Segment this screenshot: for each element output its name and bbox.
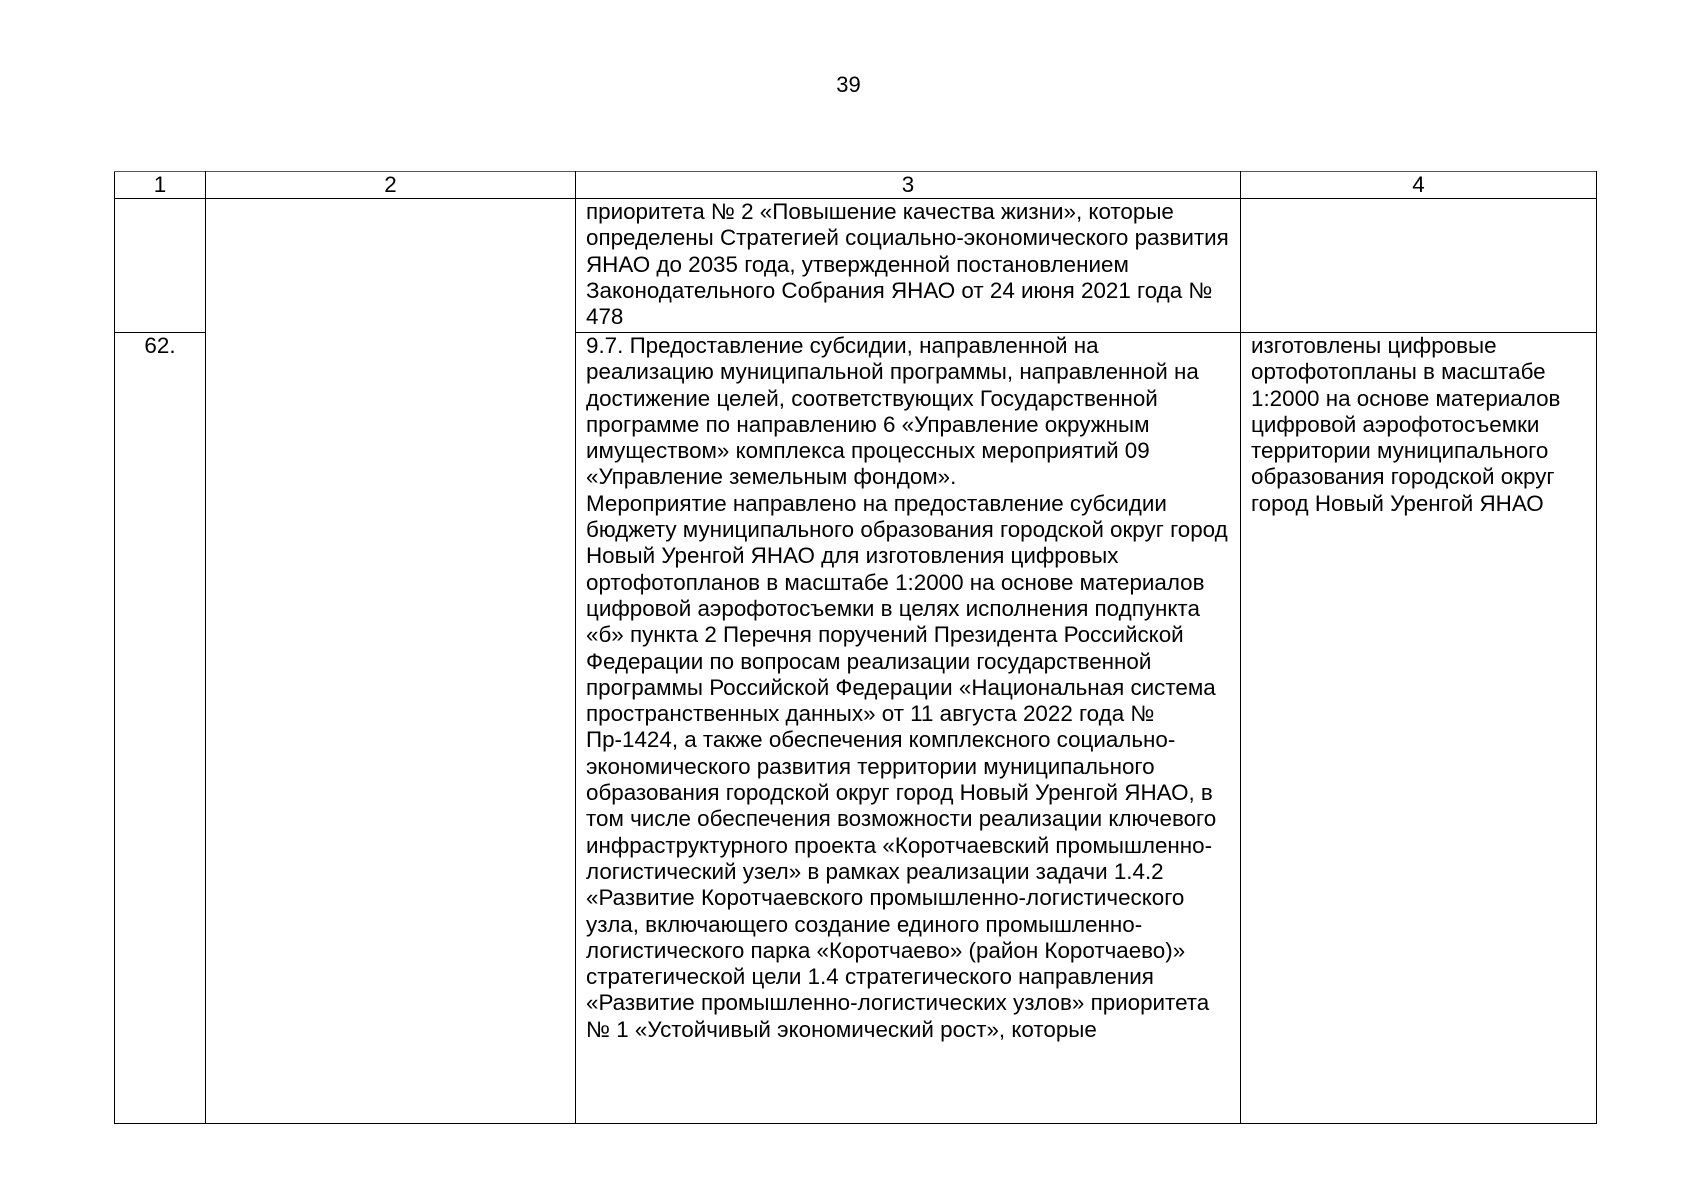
column-header-3: 3 (576, 172, 1241, 199)
row-62-result-cell (1241, 333, 1597, 1124)
continuation-result-cell (1241, 199, 1597, 333)
continuation-description-text: приоритета № 2 «Повышение качества жизни», которые определены Стратегией социально-экономического развития ЯНАО до 2035 года, утвержденной постановлением Законодательного Собрания ЯНАО от 24 июня 2021 года № 478 (586, 199, 1229, 330)
row-62-description-paragraph-1: 9.7. Предоставление субсидии, направленной на реализацию муниципальной программы, направленной на достижение целей, соответствующих Государственной программе по направлению 6 «Управление окружным имуществом» комплекса процессных мероприятий 09 «Управление земельным фондом». (586, 333, 1199, 490)
row-number-cell (115, 199, 206, 333)
column-header-2: 2 (206, 172, 576, 199)
row-62-description-cell (576, 333, 1241, 1124)
continuation-description-cell (576, 199, 1241, 333)
column-header-1: 1 (115, 172, 206, 199)
row-62-description-paragraph-2: Мероприятие направлено на предоставление субсидии бюджету муниципального образования городской округ город Новый Уренгой ЯНАО для изготовления цифровых ортофотопланов в масштабе 1:2000 на основе материалов цифровой аэрофотосъемки в целях исполнения подпункта «б» пункта 2 Перечня поручений Президента Российской Федерации по вопросам реализации государственной программы Российской Федерации «Национальная система пространственных данных» от 11 августа 2022 года № Пр-1424, а также обеспечения комплексного социально-экономического развития территории муниципального образования городской округ город Новый Уренгой ЯНАО, в том числе обеспечения возможности реализации ключевого инфраструктурного проекта «Коротчаевский промышленно-логистический узел» в рамках реализации задачи 1.4.2 «Развитие Коротчаевского промышленно-логистического узла, включающего создание единого промышленно-логистического парка «Коротчаево» (район Коротчаево)» стратегической цели 1.4 стратегического направления «Развитие промышленно-логистических узлов» приоритета № 1 «Устойчивый экономический рост», которые (586, 490, 1228, 1042)
table-header-row (115, 172, 1597, 199)
table-row-continuation (115, 199, 1597, 333)
document-table (114, 171, 1597, 1124)
page-number: 39 (836, 72, 861, 97)
row-62-number: 62. (115, 333, 206, 1124)
column-header-4: 4 (1241, 172, 1597, 199)
row-62-result-text: изготовлены цифровые ортофотопланы в масштабе 1:2000 на основе материалов цифровой аэрофотосъемки территории муниципального образования городской округ город Новый Уренгой ЯНАО (1251, 333, 1561, 516)
column-2-merged-cell (206, 199, 576, 1124)
